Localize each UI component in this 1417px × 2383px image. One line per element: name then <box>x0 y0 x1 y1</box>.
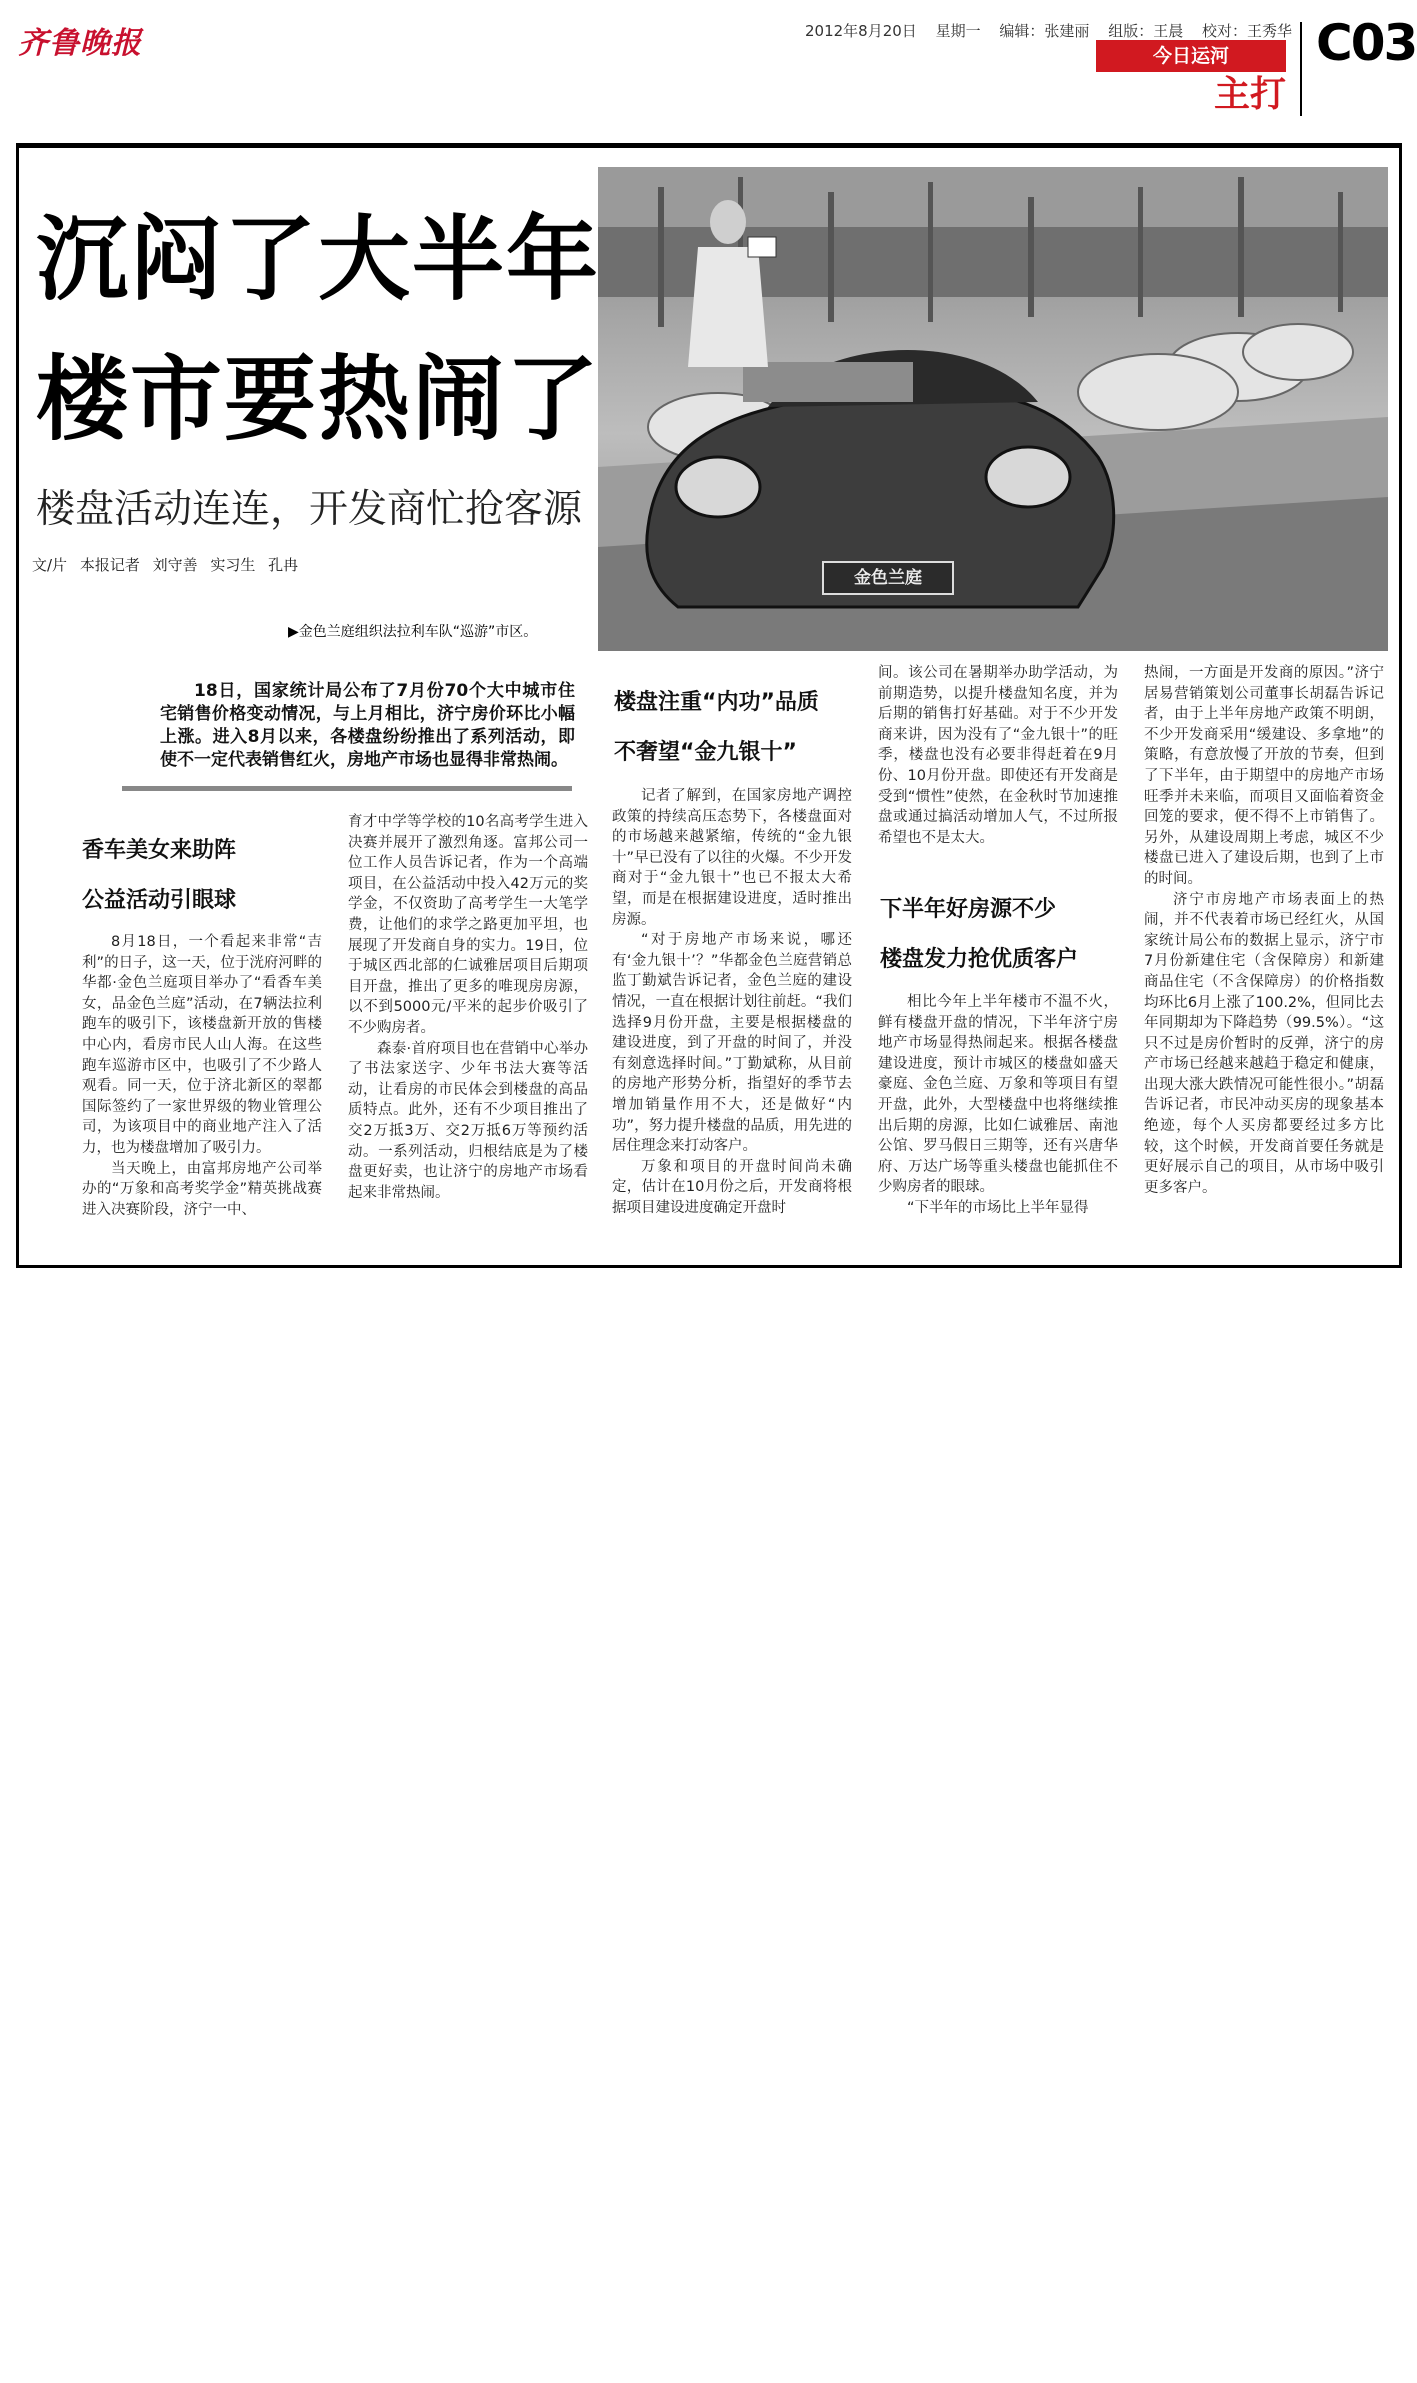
photo-caption: ▶金色兰庭组织法拉利车队“巡游”市区。 <box>288 624 538 640</box>
section-3-title-line-2: 楼盘发力抢优质客户 <box>880 947 1079 972</box>
column-3 <box>612 786 852 1248</box>
photo-sign-text: 金色兰庭 <box>854 568 922 588</box>
col1-paragraph-1: 8月18日，一个看起来非常“吉利”的日子，这一天，位于洸府河畔的华都·金色兰庭项目举办了“看香车美女，品金色兰庭”活动，在7辆法拉利跑车的吸引下，该楼盘新开放的售楼中心内，看房市民人山人海。在这些跑车巡游市区中，也吸引了不少路人观看。同一天，位于济北新区的翠都国际签约了一家世界级的物业管理公司，为该项目中的商业地产注入了活力，也为楼盘增加了吸引力。 <box>82 934 322 1156</box>
issue-weekday: 星期一 <box>935 22 981 40</box>
main-headline <box>36 190 676 470</box>
section-3-title-line-1: 下半年好房源不少 <box>880 897 1057 922</box>
header-divider <box>1300 22 1302 116</box>
section-badge: 今日运河 <box>1096 40 1286 72</box>
photo-illustration <box>598 167 1388 651</box>
col3-paragraph-1: 记者了解到，在国家房地产调控政策的持续高压态势下，各楼盘面对的市场越来越紧缩，传统的“金九银十”早已没有了以往的火爆。不少开发商对于“金九银十”也已不报太大希望，而是在根据建设进度，适时推出房源。 <box>612 788 852 928</box>
col2-paragraph-2: 森泰·首府项目也在营销中心举办了书法家送字、少年书法大赛等活动，让看房的市民体会到楼盘的高品质特点。此外，还有不少项目推出了交2万抵3万、交2万抵6万等预约活动。一系列活动，归根结底是为了楼盘更好卖，也让济宁的房地产市场看起来非常热闹。 <box>348 1040 588 1201</box>
byline: 文/片 本报记者 刘守善 实习生 孔冉 <box>32 556 299 574</box>
col5-paragraph-1: 热闹，一方面是开发商的原因。”济宁居易营销策划公司董事长胡磊告诉记者，由于上半年房地产政策不明朗，不少开发商采用“缓建设、多拿地”的策略，有意放慢了开放的节奏，但到了下半年，由于期望中的房地产市场旺季并未来临，而项目又面临着资金回笼的要求，便不得不上市销售了。另外，从建设周期上考虑，城区不少楼盘已进入了建设后期，也到了上市的时间。 <box>1144 665 1384 887</box>
col4-paragraph-3: “下半年的市场比上半年显得 <box>907 1199 1089 1216</box>
section-1-title-line-1: 香车美女来助阵 <box>82 838 237 863</box>
column-2 <box>348 812 588 1248</box>
section-2-title-line-1: 楼盘注重“内功”品质 <box>614 690 819 715</box>
section-1-title <box>82 826 236 926</box>
layout-credit: 组版：王晨 <box>1108 22 1184 40</box>
subheadline: 楼盘活动连连，开发商忙抢客源 <box>36 487 583 532</box>
column-1 <box>82 932 322 1248</box>
col5-paragraph-2: 济宁市房地产市场表面上的热闹，并不代表着市场已经红火，从国家统计局公布的数据上显示，济宁市7月份新建住宅（含保障房）和新建商品住宅（不含保障房）的价格指数均环比6月上涨了100.2%，但同比去年同期却为下降趋势（99.5%）。“这只不过是房价暂时的反弹，济宁的房产市场已经越来越趋于稳定和健康，出现大涨大跌情况可能性很小。”胡磊告诉记者，市民冲动买房的现象基本绝迹，每个人买房都要经过多方比较，这个时候，开发商首要任务就是更好展示自己的项目，从市场中吸引更多客户。 <box>1144 891 1384 1196</box>
col3-paragraph-2: “对于房地产市场来说，哪还有‘金九银十’？”华都金色兰庭营销总监丁勤斌告诉记者，金色兰庭的建设情况，一直在根据计划往前赶。“我们选择9月份开盘，主要是根据楼盘的建设进度，到了开盘的时间了，并没有刻意选择时间。”丁勤斌称，从目前的房地产形势分析，指望好的季节去增加销量作用不大，还是做好“内功”，努力提升楼盘的品质，用先进的居住理念来打动客户。 <box>612 932 852 1155</box>
lead-paragraph: 18日，国家统计局公布了7月份70个大中城市住宅销售价格变动情况，与上月相比，济宁房价环比小幅上涨。进入8月以来，各楼盘纷纷推出了系列活动，即使不一定代表销售红火，房地产市场也显得非常热闹。 <box>160 681 575 770</box>
news-photo <box>598 167 1388 651</box>
proof-credit: 校对：王秀华 <box>1201 22 1292 40</box>
headline-line-2: 楼市要热闹了 <box>36 346 601 453</box>
col4-paragraph-2: 相比今年上半年楼市不温不火，鲜有楼盘开盘的情况，下半年济宁房地产市场显得热闹起来。根据各楼盘建设进度，预计市城区的楼盘如盛天豪庭、金色兰庭、万象和等项目有望开盘，此外，大型楼盘中也将继续推出后期的房源，比如仁诚雅居、南池公馆、罗马假日三期等，还有兴唐华府、万达广场等重头楼盘也能抓住不少购房者的眼球。 <box>878 994 1118 1196</box>
header-meta <box>805 20 1306 41</box>
section-1-title-line-2: 公益活动引眼球 <box>82 888 237 913</box>
col4-paragraph-1: 间。该公司在暑期举办助学活动，为前期造势，以提升楼盘知名度，并为后期的销售打好基础。对于不少开发商来讲，因为没有了“金九银十”的旺季，楼盘也没有必要非得赶着在9月份、10月份开盘。即使还有开发商是受到“惯性”使然，在金秋时节加速推盘或通过搞活动增加人气，不过所报希望也不是太大。 <box>878 665 1118 846</box>
col3-paragraph-3: 万象和项目的开盘时间尚未确定，估计在10月份之后，开发商将根据项目建设进度确定开盘时 <box>612 1158 852 1216</box>
section-2-title-line-2: 不奢望“金九银十” <box>614 740 797 765</box>
editor-credit: 编辑：张建丽 <box>999 22 1090 40</box>
lead-rule <box>122 786 572 791</box>
section-sub-label: 主打 <box>1213 74 1286 115</box>
column-4-bottom <box>878 992 1118 1248</box>
section-3-title <box>880 885 1078 985</box>
section-2-title <box>614 678 819 778</box>
issue-date: 2012年8月20日 <box>805 22 917 40</box>
newspaper-masthead-logo: 齐鲁晚报 <box>18 26 142 61</box>
page-number: C03 <box>1316 14 1417 72</box>
column-4-top <box>878 663 1118 873</box>
col1-paragraph-2: 当天晚上，由富邦房地产公司举办的“万象和高考奖学金”精英挑战赛进入决赛阶段，济宁一中、 <box>82 1160 322 1218</box>
headline-line-1: 沉闷了大半年 <box>36 206 601 313</box>
col2-paragraph-1: 育才中学等学校的10名高考学生进入决赛并展开了激烈角逐。富邦公司一位工作人员告诉记者，作为一个高端项目，在公益活动中投入42万元的奖学金，不仅资助了高考学生一大笔学费，让他们的求学之路更加平坦，也展现了开发商自身的实力。19日，位于城区西北部的仁诚雅居项目后期项目开盘，推出了更多的唯现房房源，以不到5000元/平米的起步价吸引了不少购房者。 <box>348 814 588 1036</box>
column-5 <box>1144 663 1384 1248</box>
